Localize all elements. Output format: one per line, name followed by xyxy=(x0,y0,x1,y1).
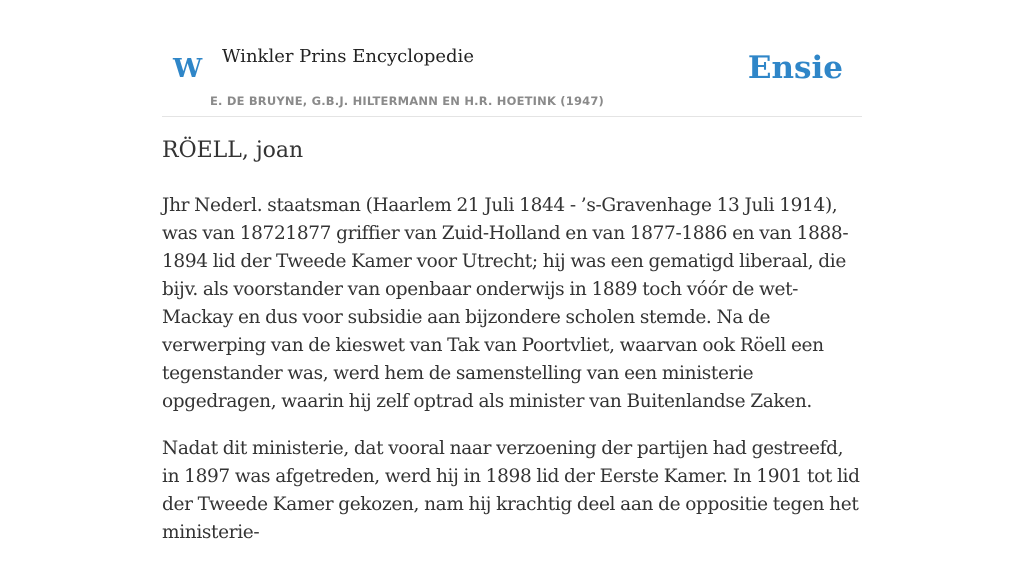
article-body xyxy=(162,192,862,566)
winkler-prins-logo[interactable]: W xyxy=(173,54,203,84)
source-authors: E. DE BRUYNE, G.B.J. HILTERMANN EN H.R. HOETINK (1947) xyxy=(210,94,605,108)
article-paragraph: Nadat dit ministerie, dat vooral naar verzoening der partijen had gestreefd, in 1897 was afgetreden, werd hij in 1898 lid der Eerste Kamer. In 1901 tot lid der Tweede Kamer gekozen, nam hij krachtig deel aan de oppositie tegen het ministerie- xyxy=(162,438,860,543)
ensie-logo[interactable]: Ensie xyxy=(747,50,843,86)
article-title: RÖELL, joan xyxy=(162,138,304,163)
source-title[interactable]: Winkler Prins Encyclopedie xyxy=(222,46,474,67)
source-header xyxy=(162,40,862,117)
article-paragraph: Jhr Nederl. staatsman (Haarlem 21 Juli 1844 - ’s-Gravenhage 13 Juli 1914), was van 18721877 griffier van Zuid-Holland en van 1877-1886 en van 1888-1894 lid der Tweede Kamer voor Utrecht; hij was een gematigd liberaal, die bijv. als voorstander van openbaar onderwijs in 1889 toch vóór de wet-Mackay en dus voor subsidie aan bijzondere scholen stemde. Na de verwerping van de kieswet van Tak van Poortvliet, waarvan ook Röell een tegenstander was, werd hem de samenstelling van een ministerie opgedragen, waarin hij zelf optrad als minister van Buitenlandse Zaken. xyxy=(162,195,849,412)
